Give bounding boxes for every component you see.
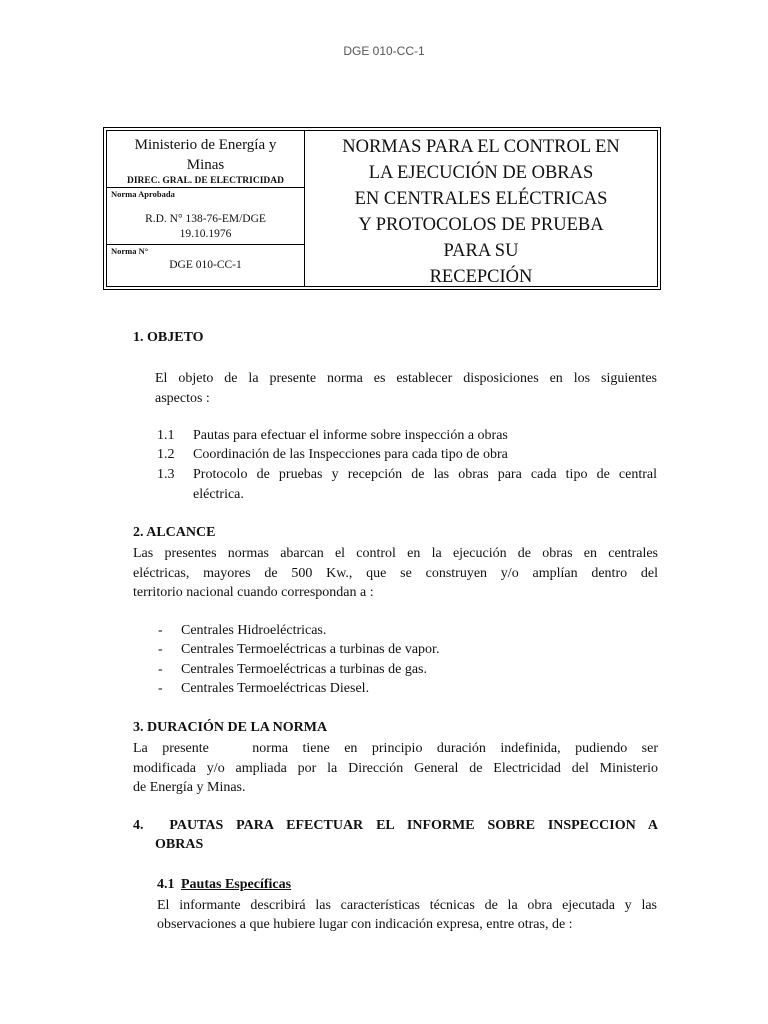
title-line: LA EJECUCIÓN DE OBRAS xyxy=(368,163,594,183)
list-item-number: 1.2 xyxy=(157,447,175,462)
resolution-number: R.D. N° 138-76-EM/DGE xyxy=(145,213,266,225)
norma-number-label: Norma N° xyxy=(111,246,149,256)
list-item-text: Pautas para efectuar el informe sobre inspección a obras xyxy=(193,428,508,443)
ministry-name-line2: Minas xyxy=(186,157,225,173)
ministry-cell xyxy=(107,131,304,187)
list-item-text: Coordinación de las Inspecciones para cada tipo de obra xyxy=(193,447,508,462)
section-2-paragraph-line3: territorio nacional cuando correspondan a : xyxy=(133,585,374,600)
bullet: - xyxy=(158,623,163,638)
list-item-text-continuation: eléctrica. xyxy=(193,487,244,502)
section-3-heading: 3. DURACIÓN DE LA NORMA xyxy=(133,720,328,735)
section-1-paragraph-line2: aspectos : xyxy=(155,391,210,406)
subsection-4-1-title: Pautas Específicas xyxy=(181,877,292,892)
ministry-name-line1: Ministerio de Energía y xyxy=(134,137,277,153)
bullet: - xyxy=(158,681,163,696)
section-1-heading: 1. OBJETO xyxy=(133,330,204,345)
bullet-item-text: Centrales Termoeléctricas a turbinas de vapor. xyxy=(181,642,440,657)
section-2-paragraph-line2: eléctricas, mayores de 500 Kw., que se construyen y/o amplían dentro del xyxy=(133,566,658,581)
title-line: EN CENTRALES ELÉCTRICAS xyxy=(354,189,608,209)
issuer-column xyxy=(107,131,305,286)
subsection-4-1-paragraph-line1: El informante describirá las características técnicas de la obra ejecutada y las xyxy=(157,898,657,913)
document-title xyxy=(305,131,657,286)
direction-name: DIREC. GRAL. DE ELECTRICIDAD xyxy=(126,176,285,186)
norma-aprobada-label: Norma Aprobada xyxy=(111,189,175,199)
bullet-item-text: Centrales Hidroeléctricas. xyxy=(181,623,327,638)
norma-aprobada-cell xyxy=(107,187,304,244)
section-3-paragraph-line2: modificada y/o ampliada por la Dirección General de Electricidad del Ministerio xyxy=(133,761,658,776)
section-1-paragraph-line1: El objeto de la presente norma es establecer disposiciones en los siguientes xyxy=(155,371,657,386)
bullet: - xyxy=(158,662,163,677)
running-header: DGE 010-CC-1 xyxy=(343,44,425,58)
bullet-item-text: Centrales Termoeléctricas Diesel. xyxy=(181,681,370,696)
norma-number-value: DGE 010-CC-1 xyxy=(169,259,242,271)
norma-number-cell xyxy=(107,244,304,286)
section-3-paragraph-line3: de Energía y Minas. xyxy=(133,780,246,795)
section-2-paragraph-line1: Las presentes normas abarcan el control en la ejecución de obras en centrales xyxy=(133,546,658,561)
norm-header-table xyxy=(103,127,661,290)
bullet-item-text: Centrales Termoeléctricas a turbinas de gas. xyxy=(181,662,427,677)
subsection-4-1-paragraph-line2: observaciones a que hubiere lugar con indicación expresa, entre otras, de : xyxy=(157,917,573,932)
norm-header-inner xyxy=(106,130,658,287)
title-line: NORMAS PARA EL CONTROL EN xyxy=(342,137,620,157)
section-4-heading-line2: OBRAS xyxy=(155,837,204,852)
subsection-4-1-number: 4.1 xyxy=(157,877,175,892)
title-line: RECEPCIÓN xyxy=(429,267,533,287)
list-item-number: 1.3 xyxy=(157,467,175,482)
list-item-number: 1.1 xyxy=(157,428,175,443)
section-3-paragraph-line1: La presente norma tiene en principio duración indefinida, pudiendo ser xyxy=(133,741,658,756)
title-line: Y PROTOCOLOS DE PRUEBA xyxy=(358,215,604,235)
section-4-heading-line1: 4. PAUTAS PARA EFECTUAR EL INFORME SOBRE INSPECCION A xyxy=(133,818,658,833)
resolution-date: 19.10.1976 xyxy=(179,228,232,240)
list-item-text: Protocolo de pruebas y recepción de las obras para cada tipo de central xyxy=(193,467,657,482)
title-line: PARA SU xyxy=(443,241,519,261)
bullet: - xyxy=(158,642,163,657)
resolution-info xyxy=(107,212,304,242)
section-2-heading: 2. ALCANCE xyxy=(133,525,216,540)
